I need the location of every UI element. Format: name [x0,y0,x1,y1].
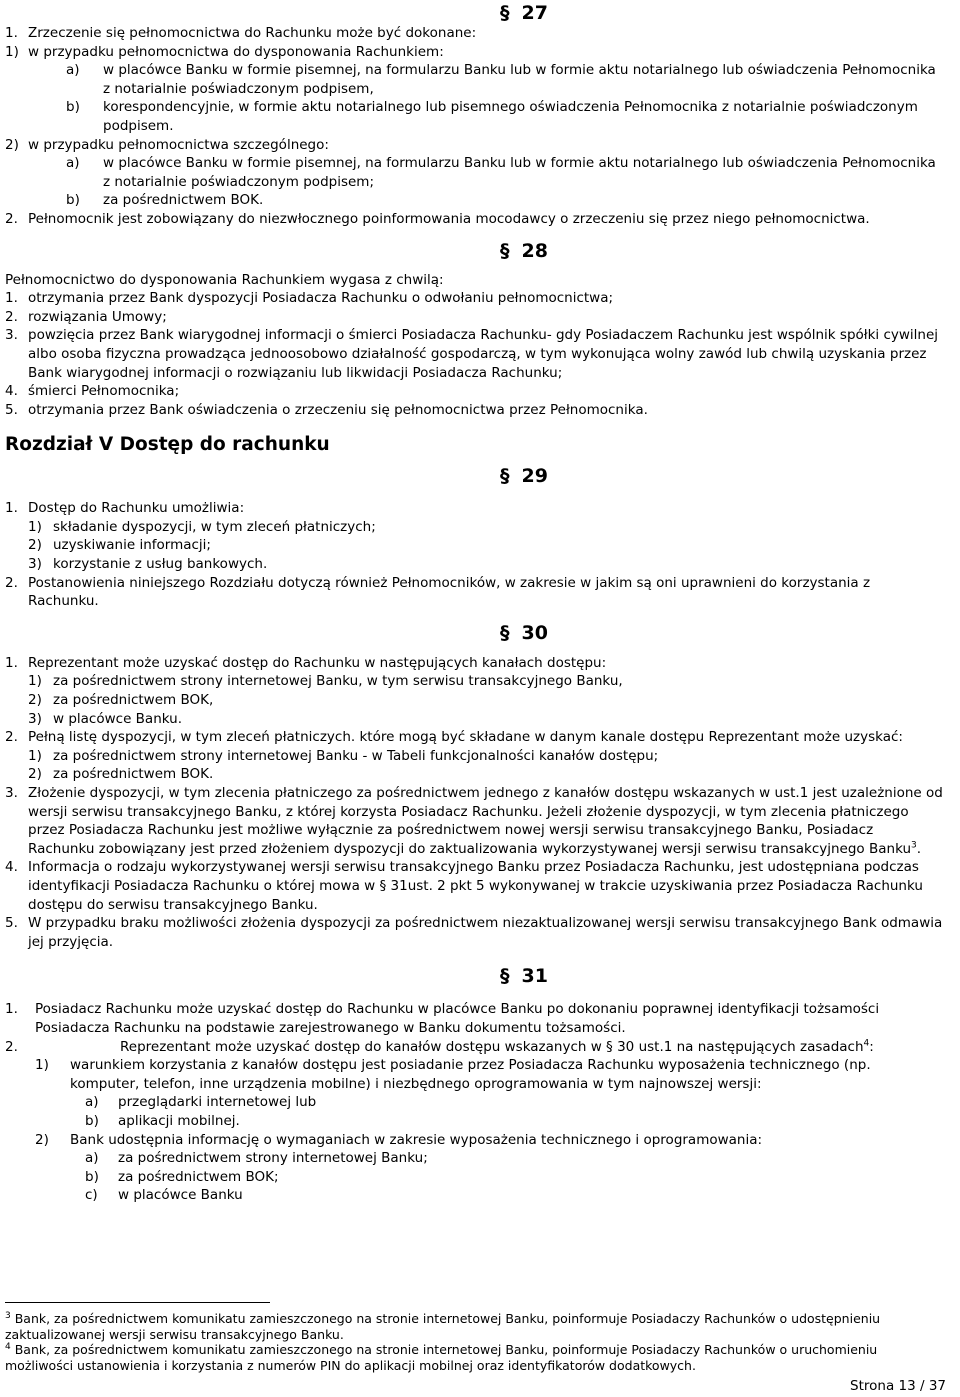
footnote-ref[interactable]: 4 [863,1038,870,1049]
list-item: 1. Dostęp do Rachunku umożliwia: [5,500,245,517]
list-item [5,289,943,308]
list-number: 5. [5,401,18,418]
list-number: b) [85,1112,99,1129]
list-number: 1) [28,747,42,764]
document-page [5,0,943,1205]
list-item: 1. Posiadacz Rachunku może uzyskać dostęp do Rachunku w placówce Banku po dokonaniu poprawnej identyfikacji tożsamości Posiadacza Rachunku na podstawie zarejestrowanego w Banku dokumentu tożsamości. [5,1001,880,1036]
list-text: za pośrednictwem BOK, [53,692,214,709]
list-item: 4. Informacja o rodzaju wykorzystywanej wersji serwisu transakcyjnego Banku przez Posiadacza Rachunku, jest udostępniana podczas identyfikacji Posiadacza Rachunku o której mowa w § 31ust. 2 pkt 5 wykonywanej w trakcie uzyskiwania przez Posiadacza Rachunku dostępu do serwisu transakcyjnego Banku. [5,859,923,913]
list-text: korzystanie z usług bankowych. [53,556,268,573]
list-item [5,1186,943,1205]
list-item: 1) w przypadku pełnomocnictwa do dysponowania Rachunkiem: [5,43,444,60]
list-item [5,536,943,555]
list-item [5,1112,943,1131]
list-text: za pośrednictwem strony internetowej Banku, w tym serwisu transakcyjnego Banku, [53,673,623,690]
list-item [5,691,943,710]
list-item: 5. W przypadku braku możliwości złożenia dyspozycji za pośrednictwem niezaktualizowanej wersji serwisu transakcyjnego Bank odmawia jej przyjęcia. [5,915,943,950]
list-item [5,765,943,784]
list-item: 2. Pełną listę dyspozycji, w tym zleceń płatniczych. które mogą być składane w danym kanale dostępu Reprezentant może uzyskać: [5,729,903,746]
list-number: 3) [28,710,42,727]
list-text: za pośrednictwem BOK; [118,1168,279,1185]
list-text: za pośrednictwem BOK. [53,766,214,783]
chapter-title: Rozdział V Dostęp do rachunku [5,434,330,456]
list-item: 1. Zrzeczenie się pełnomocnictwa do Rachunku może być dokonane: [5,25,477,41]
expiry-list [5,289,943,419]
list-item: 2. Postanowienia niniejszego Rozdziału dotyczą również Pełnomocników, w zakresie w jakim są oni uprawnieni do korzystania z Rachunku. [5,574,871,610]
footnote-mark: 3 [5,1310,11,1321]
footnote-text: Bank, za pośrednictwem komunikatu zamieszczonego na stronie internetowej Banku, poinformuje Posiadaczy Rachunków o uruchomieniu możliwości ustanowienia i korzystania z numerów PIN do aplikacji mobilnej oraz identyfikatorów dodatkowych. [5,1342,878,1373]
list-text: powzięcia przez Bank wiarygodnej informacji o śmierci Posiadacza Rachunku- gdy Posiadaczem Rachunku jest wspólnik spółki cywilnej albo osoba fizyczna prowadząca jednoosobowo działalność gospodarczą, w tym wykonująca wolny zawód lub chwilą uzyskania przez Bank wiarygodnej informacji o rozwiązaniu lub likwidacji Posiadacza Rachunku; [28,327,939,381]
section-heading-29: § 29 [500,465,548,488]
list-item: 2. Pełnomocnik jest zobowiązany do niezwłocznego poinformowania mocodawcy o zrzeczeniu się przez niego pełnomocnictwa. [5,210,870,227]
list-number: 4. [5,383,18,400]
list-text: śmierci Pełnomocnika; [28,383,180,400]
requirement-list [5,1093,943,1130]
list-text: rozwiązania Umowy; [28,308,167,325]
section-intro: Pełnomocnictwo do dysponowania Rachunkiem wygasa z chwilą: [5,271,444,288]
access-list [5,518,943,574]
list-item: 1. Reprezentant może uzyskać dostęp do Rachunku w następujących kanałach dostępu: [5,654,607,671]
channel-list [5,672,943,728]
list-number: a) [85,1150,99,1167]
list-number: 2. [5,308,18,325]
list-text: otrzymania przez Bank dyspozycji Posiadacza Rachunku o odwołaniu pełnomocnictwa; [28,290,614,307]
list-text: w placówce Banku. [53,710,183,727]
list-text: składanie dyspozycji, w tym zleceń płatniczych; [53,518,376,535]
list-item: a) w placówce Banku w formie pisemnej, na formularzu Banku lub w formie aktu notarialnego lub oświadczenia Pełnomocnika z notarialnie poświadczonym podpisem; [66,155,936,190]
list-item [5,1168,943,1187]
footnote [5,1342,945,1373]
channel-list [5,747,943,784]
list-number: 2) [28,692,42,709]
footnote-mark: 4 [5,1341,11,1352]
list-item [5,326,943,382]
list-text: uzyskiwanie informacji; [53,537,211,554]
list-item: b) za pośrednictwem BOK. [66,192,264,209]
list-text: za pośrednictwem strony internetowej Banku - w Tabeli funkcjonalności kanałów dostępu; [53,747,659,764]
list-number: 2) [28,537,42,554]
list-text: otrzymania przez Bank oświadczenia o zrzeczeniu się pełnomocnictwa przez Pełnomocnika. [28,401,648,418]
section-heading-27: § 27 [500,2,548,24]
section-symbol: § [500,2,510,24]
list-item: a) w placówce Banku w formie pisemnej, na formularzu Banku lub w formie aktu notarialnego lub oświadczenia Pełnomocnika z notarialnie poświadczonym podpisem, [66,62,936,97]
list-number: 1) [28,673,42,690]
list-text: przeglądarki internetowej lub [118,1094,317,1111]
list-item [5,555,943,574]
list-item: b) korespondencyjnie, w formie aktu notarialnego lub pisemnego oświadczenia Pełnomocnika z notarialnie poświadczonym podpisem. [66,99,918,134]
list-item [5,710,943,729]
section-heading-28: § 28 [500,239,548,262]
list-text: w placówce Banku [118,1187,243,1204]
list-item [5,747,943,766]
list-text: za pośrednictwem strony internetowej Banku; [118,1150,428,1167]
list-item [5,401,943,420]
list-number: 3. [5,327,18,344]
list-number: 1. [5,290,18,307]
list-item [5,518,943,537]
section-heading-31: § 31 [500,965,548,988]
list-item [5,308,943,327]
list-item [5,672,943,691]
list-number: 3) [28,556,42,573]
list-item: 2. Reprezentant może uzyskać dostęp do kanałów dostępu wskazanych w § 30 ust.1 na następujących zasadach$^4$: [5,1038,874,1055]
list-item: 2) Bank udostępnia informację o wymaganiach w zakresie wyposażenia technicznego i oprogramowania: [35,1131,763,1148]
section-heading-30: § 30 [500,621,548,644]
footnotes [5,1311,945,1373]
list-number: a) [85,1094,99,1111]
list-item: 2) w przypadku pełnomocnictwa szczególnego: [5,136,329,153]
list-item [5,382,943,401]
list-item [5,1149,943,1168]
info-channel-list [5,1149,943,1205]
list-item: 1) warunkiem korzystania z kanałów dostępu jest posiadanie przez Posiadacza Rachunku wyposażenia technicznego (np. komputer, telefon, inne urządzenia mobilne) i niezbędnego oprogramowania w tym najnowszej wersji: [35,1057,871,1092]
list-number: c) [85,1187,98,1204]
list-number: 2) [28,766,42,783]
footnote-separator [5,1302,270,1303]
list-number: 1) [28,518,42,535]
footnote-ref[interactable]: 3 [911,840,917,851]
footnote [5,1311,945,1342]
list-text: aplikacji mobilnej. [118,1112,240,1129]
page-number: Strona 13 / 37 [850,1378,946,1394]
list-number: b) [85,1168,99,1185]
list-item: 3. Złożenie dyspozycji, w tym zlecenia płatniczego za pośrednictwem jednego z kanałów dostępu wskazanych w ust.1 jest uzależnione od wersji serwisu transakcyjnego Banku, z której korzysta Posiadacz Rachunku. Jeżeli złożenie dyspozycji, w tym zlecenia płatniczego przez Posiadacza Rachunku jest możliwe wyłącznie za pośrednictwem nowej wersji serwisu transakcyjnego Banku, Posiadacz Rachunku zobowiązany jest przed złożeniem dyspozycji do zaktualizowania wykorzystywanej wersji serwisu transakcyjnego Banku$^3$. [5,785,943,857]
footnote-text: Bank, za pośrednictwem komunikatu zamieszczonego na stronie internetowej Banku, poinformuje Posiadaczy Rachunków o udostępnieniu zaktualizowanej wersji serwisu transakcyjnego Banku. [5,1311,881,1342]
list-item [5,1093,943,1112]
